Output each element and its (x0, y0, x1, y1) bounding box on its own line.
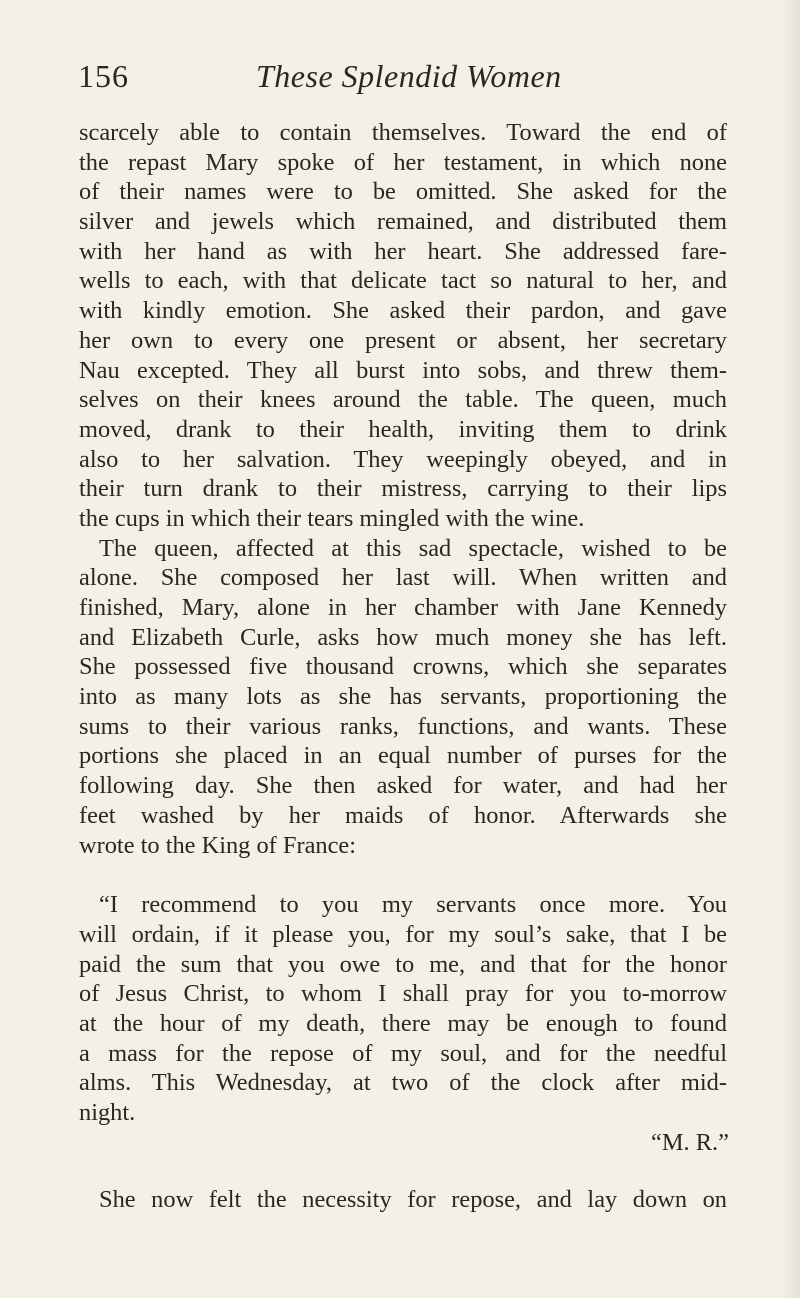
text-line: following day. She then asked for water, and had her (79, 772, 727, 800)
text-line: into as many lots as she has servants, proportioning the (79, 683, 727, 711)
text-line: with kindly emotion. She asked their pardon, and gave (79, 297, 727, 325)
text-line: scarcely able to contain themselves. Toward the end of (79, 119, 727, 146)
text-line: the repast Mary spoke of her testament, in which none (79, 148, 727, 176)
text-line: Nau excepted. They all burst into sobs, and threw them- (79, 356, 727, 384)
text-line: alone. She composed her last will. When written and (79, 564, 727, 592)
text-line: sums to their various ranks, functions, and wants. These (79, 712, 727, 740)
text-line: her own to every one present or absent, her secretary (79, 326, 727, 354)
text-line: wells to each, with that delicate tact so natural to her, and (79, 267, 727, 295)
text-line: portions she placed in an equal number of purses for the (79, 742, 727, 770)
text-line: finished, Mary, alone in her chamber with Jane Kennedy (79, 594, 727, 621)
body-text (79, 118, 727, 1215)
letter-signature: “M. R.” (651, 1128, 729, 1156)
paragraph (79, 118, 727, 534)
text-line: She now felt the necessity for repose, and lay down on (99, 1186, 727, 1214)
running-head (78, 58, 728, 98)
text-line: alms. This Wednesday, at two of the clock after mid- (79, 1069, 727, 1097)
page-edge-shadow (782, 0, 800, 1298)
text-line: She possessed five thousand crowns, which she separates (79, 653, 727, 681)
running-title: These Splendid Women (256, 58, 562, 94)
text-line: paid the sum that you owe to me, and that for the honor (79, 950, 727, 978)
text-line: moved, drank to their health, inviting them to drink (79, 415, 727, 443)
text-line: “I recommend to you my servants once more. You (99, 891, 727, 919)
text-line: their turn drank to their mistress, carrying to their lips (79, 475, 727, 503)
paragraph-gap (79, 860, 727, 890)
page-number: 156 (78, 58, 129, 94)
text-line: The queen, affected at this sad spectacle, wished to be (99, 534, 727, 562)
text-line: the cups in which their tears mingled with the wine. (79, 504, 585, 532)
text-line: silver and jewels which remained, and distributed them (79, 208, 727, 236)
text-line: selves on their knees around the table. The queen, much (79, 386, 727, 414)
letter-quote (79, 890, 727, 1157)
paragraph-gap (79, 1157, 727, 1185)
text-line: wrote to the King of France: (79, 831, 357, 859)
text-line: and Elizabeth Curle, asks how much money she has left. (79, 623, 727, 651)
text-line: a mass for the repose of my soul, and for the needful (79, 1039, 727, 1067)
text-line: also to her salvation. They weepingly obeyed, and in (79, 445, 727, 473)
text-line: with her hand as with her heart. She addressed fare- (79, 237, 727, 265)
text-line: will ordain, if it please you, for my soul’s sake, that I be (79, 920, 727, 948)
paragraph (79, 534, 727, 861)
text-line: of Jesus Christ, to whom I shall pray for you to-morrow (79, 980, 727, 1008)
text-line: at the hour of my death, there may be enough to found (79, 1009, 727, 1037)
text-line: feet washed by her maids of honor. Afterwards she (79, 801, 727, 829)
text-line: of their names were to be omitted. She asked for the (79, 178, 727, 206)
text-line: night. (79, 1099, 136, 1126)
paragraph (79, 1185, 727, 1215)
